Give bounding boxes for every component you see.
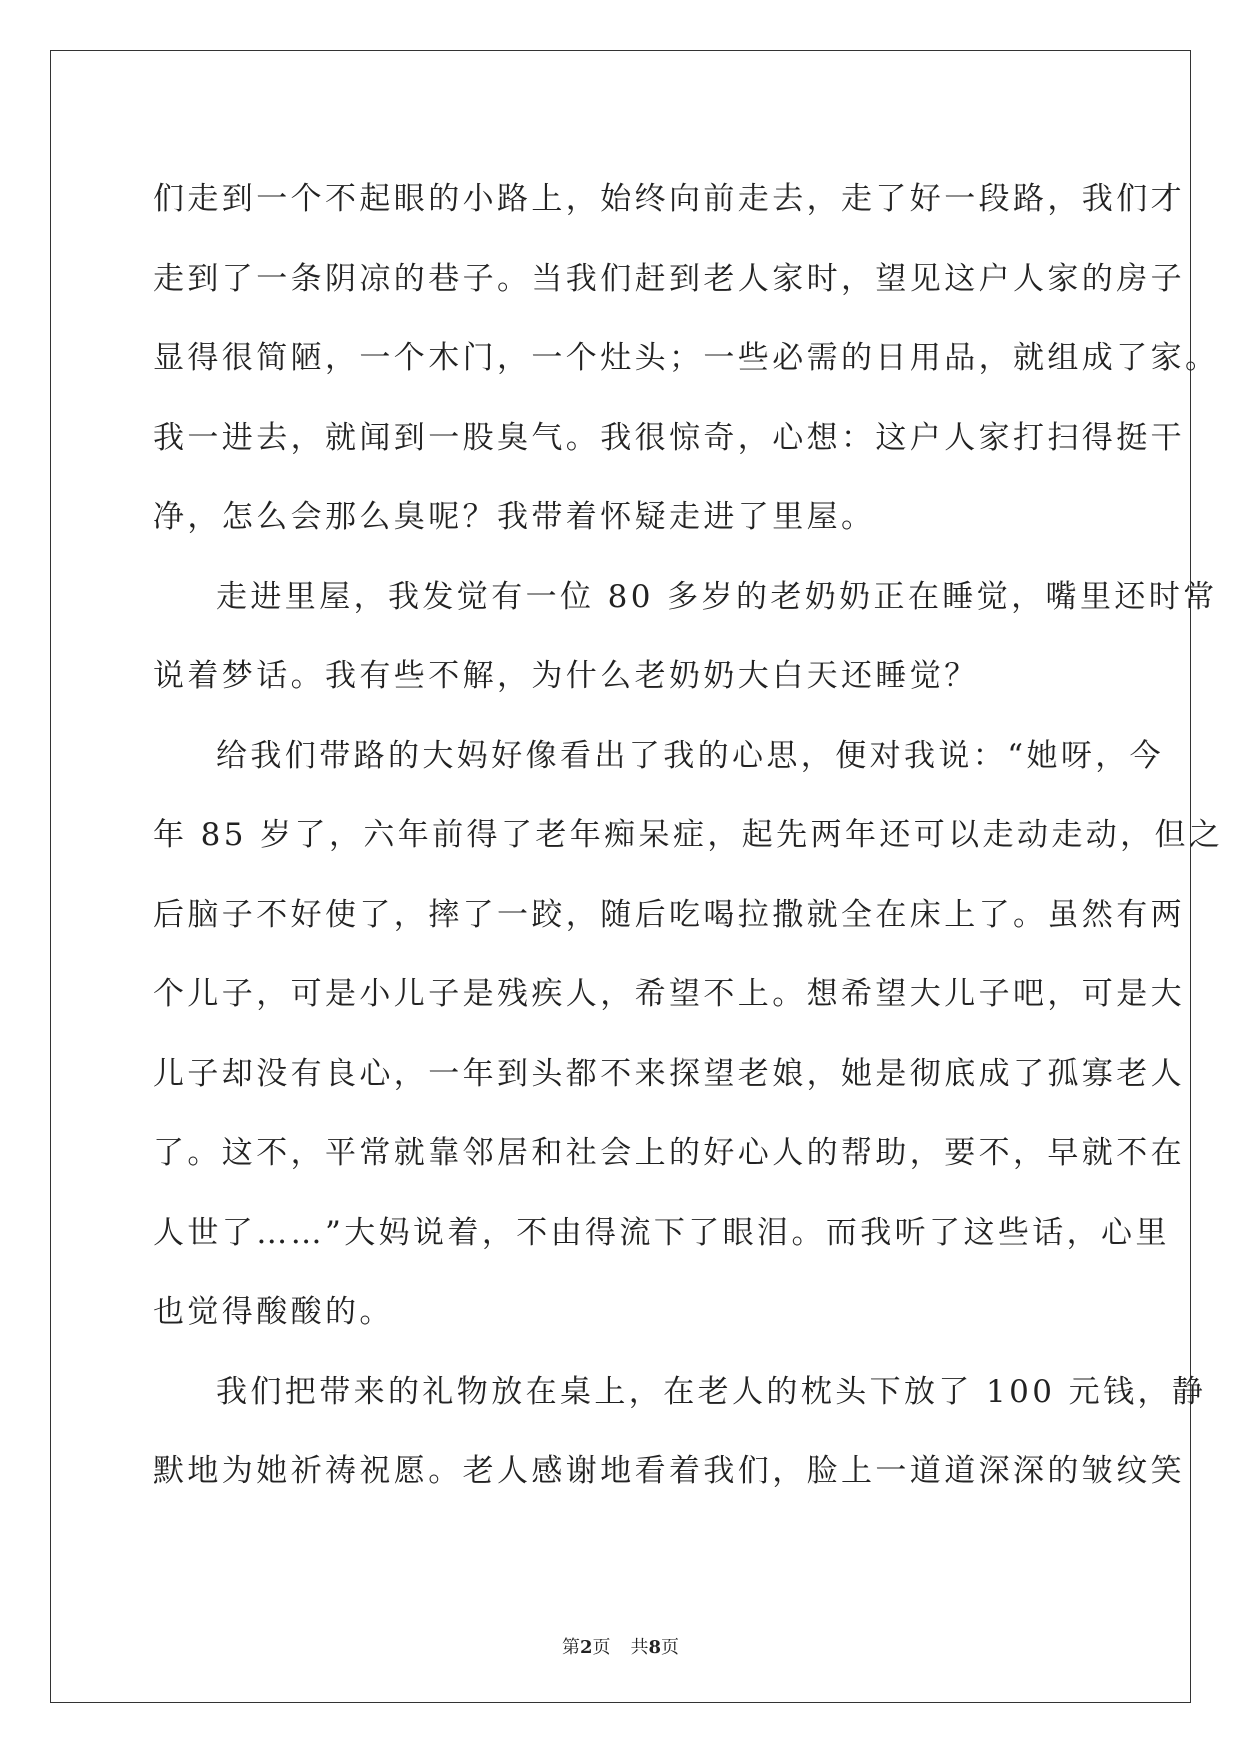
text-line: 显得很简陋，一个木门，一个灶头；一些必需的日用品，就组成了家。 (153, 340, 1220, 376)
text-line: 们走到一个不起眼的小路上，始终向前走去，走了好一段路，我们才 (153, 181, 1185, 217)
text-line: 个儿子，可是小儿子是残疾人，希望不上。想希望大儿子吧，可是大 (153, 976, 1185, 1012)
page-prefix: 第 (561, 1637, 580, 1658)
text-line: 走到了一条阴凉的巷子。当我们赶到老人家时，望见这户人家的房子 (153, 260, 1185, 297)
text-line: 也觉得酸酸的。 (153, 1294, 394, 1330)
total-pages-number: 8 (648, 1637, 662, 1658)
text-line: 了。这不，平常就靠邻居和社会上的好心人的帮助，要不，早就不在 (153, 1135, 1185, 1171)
text-line: 年 85 岁了，六年前得了老年痴呆症，起先两年还可以走动走动，但之 (153, 817, 1224, 853)
paragraph-first-line: 走进里屋，我发觉有一位 80 多岁的老奶奶正在睡觉，嘴里还时常 (216, 578, 1218, 615)
total-suffix: 页 (661, 1637, 680, 1658)
text-line: 我一进去，就闻到一股臭气。我很惊奇，心想：这户人家打扫得挺干 (153, 419, 1185, 456)
text-line: 儿子却没有良心，一年到头都不来探望老娘，她是彻底成了孤寡老人 (153, 1055, 1185, 1092)
page-suffix: 页 (592, 1637, 611, 1658)
paragraph-first-line: 我们把带来的礼物放在桌上，在老人的枕头下放了 100 元钱，静 (216, 1373, 1207, 1410)
page-footer (0, 1636, 1241, 1660)
total-prefix: 共 (630, 1637, 649, 1658)
text-line: 人世了……”大妈说着，不由得流下了眼泪。而我听了这些话，心里 (153, 1214, 1170, 1251)
text-line: 后脑子不好使了，摔了一跤，随后吃喝拉撒就全在床上了。虽然有两 (153, 896, 1185, 933)
text-line: 默地为她祈祷祝愿。老人感谢地看着我们，脸上一道道深深的皱纹笑 (153, 1453, 1185, 1489)
text-line: 净，怎么会那么臭呢？我带着怀疑走进了里屋。 (153, 499, 876, 535)
paragraph-first-line: 给我们带路的大妈好像看出了我的心思，便对我说：“她呀，今 (216, 737, 1165, 774)
current-page-number: 2 (579, 1637, 593, 1658)
text-line: 说着梦话。我有些不解，为什么老奶奶大白天还睡觉？ (153, 658, 979, 694)
document-body (153, 160, 1224, 1512)
